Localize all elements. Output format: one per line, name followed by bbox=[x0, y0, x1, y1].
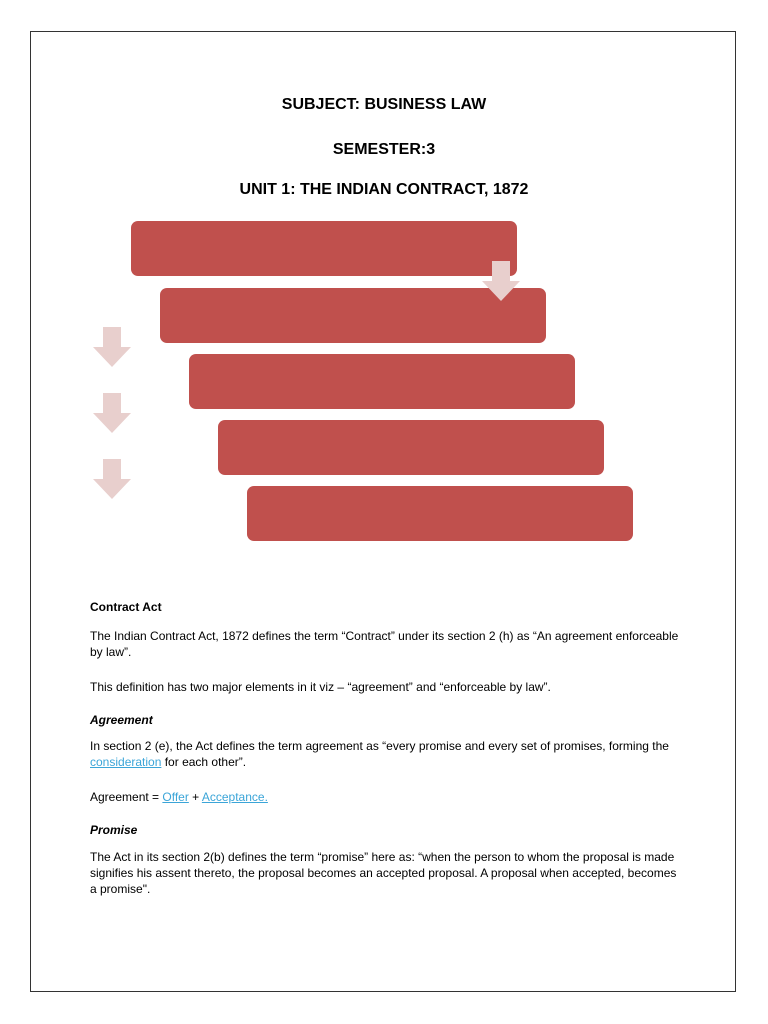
unit-heading: UNIT 1: THE INDIAN CONTRACT, 1872 bbox=[239, 181, 529, 198]
paragraph-contract-definition: The Indian Contract Act, 1872 defines the term “Contract” under its section 2 (h) as “An agreement enforceable by law”. bbox=[90, 629, 679, 659]
diagram-step-box-3 bbox=[189, 354, 575, 409]
equation-label: Agreement = bbox=[90, 790, 163, 804]
down-arrow-icon bbox=[93, 393, 131, 433]
subject-heading: SUBJECT: BUSINESS LAW bbox=[281, 96, 487, 113]
agreement-heading: Agreement bbox=[90, 713, 153, 727]
down-arrow-icon bbox=[482, 261, 520, 301]
paragraph-promise-definition: The Act in its section 2(b) defines the term “promise” here as: “when the person to whom the proposal is made signifies his assent thereto, the proposal becomes an accepted proposal. A proposal when accepted, becomes a promise". bbox=[90, 850, 677, 896]
agreement-equation bbox=[90, 789, 680, 805]
consideration-link[interactable]: consideration bbox=[90, 755, 162, 769]
paragraph-agreement-definition bbox=[90, 738, 680, 770]
semester-heading: SEMESTER:3 bbox=[332, 141, 436, 158]
down-arrow-icon bbox=[93, 459, 131, 499]
agreement-text-part1: In section 2 (e), the Act defines the term agreement as “every promise and every set of promises, forming the bbox=[90, 739, 669, 753]
contract-act-heading: Contract Act bbox=[90, 600, 162, 614]
diagram-step-box-5 bbox=[247, 486, 633, 541]
diagram-step-box-1 bbox=[131, 221, 517, 276]
diagram-step-box-4 bbox=[218, 420, 604, 475]
agreement-text-part2: for each other”. bbox=[161, 755, 247, 769]
promise-heading: Promise bbox=[90, 823, 138, 837]
equation-plus: + bbox=[188, 790, 202, 804]
offer-link[interactable]: Offer bbox=[162, 790, 189, 804]
paragraph-two-elements: This definition has two major elements in it viz – “agreement” and “enforceable by law”. bbox=[90, 680, 551, 694]
acceptance-link[interactable]: Acceptance. bbox=[201, 790, 268, 804]
down-arrow-icon bbox=[93, 327, 131, 367]
